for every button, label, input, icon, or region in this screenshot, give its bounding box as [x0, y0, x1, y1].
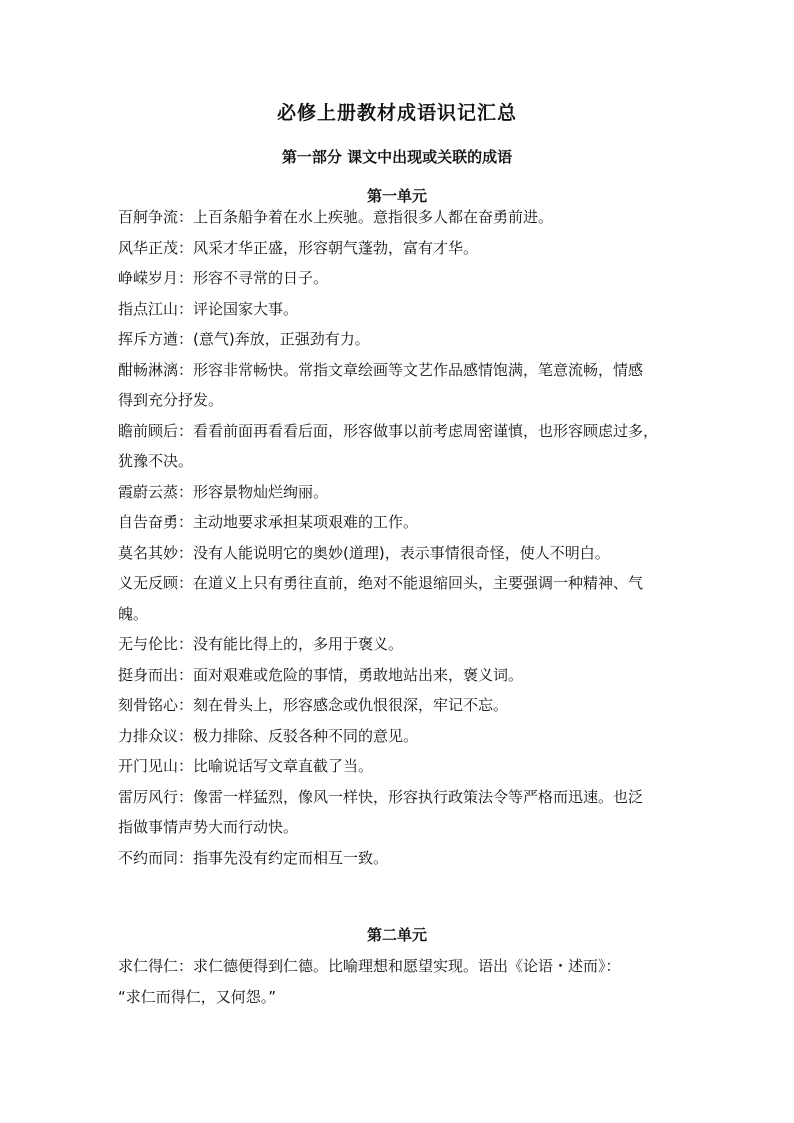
idiom-definition-continued: 犹豫不决。 [118, 452, 194, 470]
idiom-definition: 形容不寻常的日子。 [193, 269, 329, 287]
colon: ： [178, 574, 194, 592]
idiom-entry [118, 629, 680, 660]
colon: ： [178, 696, 194, 714]
idiom-entry [118, 538, 680, 569]
colon: ： [178, 421, 194, 440]
colon: ： [178, 726, 194, 745]
unit-heading-2: 第二单元 [366, 926, 427, 944]
idiom-entry [118, 263, 680, 294]
idiom-term: 指点江山 [118, 299, 179, 318]
idiom-entry [118, 507, 680, 538]
idiom-definition: 上百条船争着在水上疾驰。意指很多人都在奋勇前进。 [193, 208, 554, 226]
idiom-entry [118, 721, 680, 752]
idiom-definition: 极力排除、反驳各种不同的意见。 [193, 726, 419, 745]
idiom-term: 莫名其妙 [118, 543, 179, 562]
idiom-definition: (意气)奔放，正强劲有力。 [193, 330, 370, 348]
idiom-term: 酣畅淋漓 [118, 360, 179, 379]
colon: ： [178, 787, 194, 806]
unit-heading-1: 第一单元 [366, 187, 427, 205]
idiom-definition: 没有人能说明它的奥妙(道理)，表示事情很奇怪，使人不明白。 [193, 543, 610, 562]
idiom-term: 霞蔚云蒸 [118, 482, 179, 501]
idiom-entry [118, 843, 680, 874]
idiom-entry [118, 951, 680, 982]
idiom-term: 不约而同 [118, 848, 179, 867]
idiom-definition: 指事先没有约定而相互一致。 [193, 848, 389, 867]
idiom-term: 挺身而出 [118, 665, 179, 684]
idiom-definition: 刻在骨头上，形容感念或仇恨很深，牢记不忘。 [193, 696, 509, 714]
idiom-entry [118, 782, 680, 813]
idiom-entry [118, 690, 680, 721]
idiom-entry [118, 660, 680, 691]
idiom-definition: 形容非常畅快。常指文章绘画等文艺作品感情饱满，笔意流畅，情感 [193, 360, 644, 379]
idiom-term: 自告奋勇 [118, 513, 179, 531]
colon: ： [178, 330, 194, 348]
idiom-entry [118, 233, 680, 264]
colon: ： [178, 299, 194, 318]
colon: ： [178, 269, 194, 287]
idiom-term: 瞻前顾后 [118, 421, 179, 440]
idiom-term: 开门见山 [118, 757, 179, 775]
idiom-definition: 在道义上只有勇往直前，绝对不能退缩回头，主要强调一种精神、气 [193, 574, 644, 592]
idiom-entry [118, 355, 680, 386]
idiom-definition: 风采才华正盛，形容朝气蓬勃，富有才华。 [193, 238, 479, 257]
idiom-entry [118, 324, 680, 355]
idiom-definition: 评论国家大事。 [193, 299, 299, 318]
idiom-entry [118, 751, 680, 782]
idiom-term: 义无反顾 [118, 574, 179, 592]
section-heading: 第一部分 课文中出现或关联的成语 [281, 148, 513, 166]
idiom-term: 风华正茂 [118, 238, 179, 257]
idiom-list-unit-1 [118, 202, 680, 873]
document-title: 必修上册教材成语识记汇总 [276, 102, 517, 124]
idiom-list-unit-2 [118, 951, 680, 1012]
colon: ： [178, 635, 194, 653]
colon: ： [178, 238, 194, 257]
idiom-definition-continued: “求仁而得仁，又何怨。” [118, 987, 277, 1006]
idiom-definition-continued: 得到充分抒发。 [118, 391, 224, 409]
idiom-term: 挥斥方遒 [118, 330, 179, 348]
colon: ： [178, 360, 194, 379]
idiom-entry [118, 202, 680, 233]
idiom-definition: 像雷一样猛烈，像风一样快，形容执行政策法令等严格而迅速。也泛 [193, 787, 644, 806]
idiom-definition-continued: 魄。 [118, 604, 149, 623]
idiom-term: 峥嵘岁月 [118, 269, 179, 287]
idiom-term: 刻骨铭心 [118, 696, 179, 714]
colon: ： [178, 665, 194, 684]
idiom-term: 百舸争流 [118, 208, 179, 226]
idiom-entry [118, 477, 680, 508]
colon: ： [178, 848, 194, 867]
colon: ： [178, 482, 194, 501]
idiom-definition: 看看前面再看看后面，形容做事以前考虑周密谨慎，也形容顾虑过多， [193, 421, 659, 440]
idiom-entry [118, 568, 680, 599]
idiom-definition-continued: 指做事情声势大而行动快。 [118, 818, 299, 836]
idiom-definition: 主动地要求承担某项艰难的工作。 [193, 513, 419, 531]
idiom-definition: 比喻说话写文章直截了当。 [193, 757, 374, 775]
idiom-term: 无与伦比 [118, 635, 179, 653]
idiom-term: 求仁得仁 [118, 957, 179, 975]
idiom-entry [118, 294, 680, 325]
idiom-definition: 形容景物灿烂绚丽。 [193, 482, 329, 501]
idiom-definition: 面对艰难或危险的事情，勇敢地站出来，褒义词。 [193, 665, 524, 684]
idiom-term: 雷厉风行 [118, 787, 179, 806]
colon: ： [178, 957, 194, 975]
colon: ： [178, 543, 194, 562]
idiom-definition: 求仁德便得到仁德。比喻理想和愿望实现。语出《论语・述而》： [193, 957, 621, 975]
idiom-entry [118, 416, 680, 447]
idiom-term: 力排众议 [118, 726, 179, 745]
colon: ： [178, 208, 194, 226]
idiom-definition: 没有能比得上的，多用于褒义。 [193, 635, 404, 653]
colon: ： [178, 757, 194, 775]
colon: ： [178, 513, 194, 531]
